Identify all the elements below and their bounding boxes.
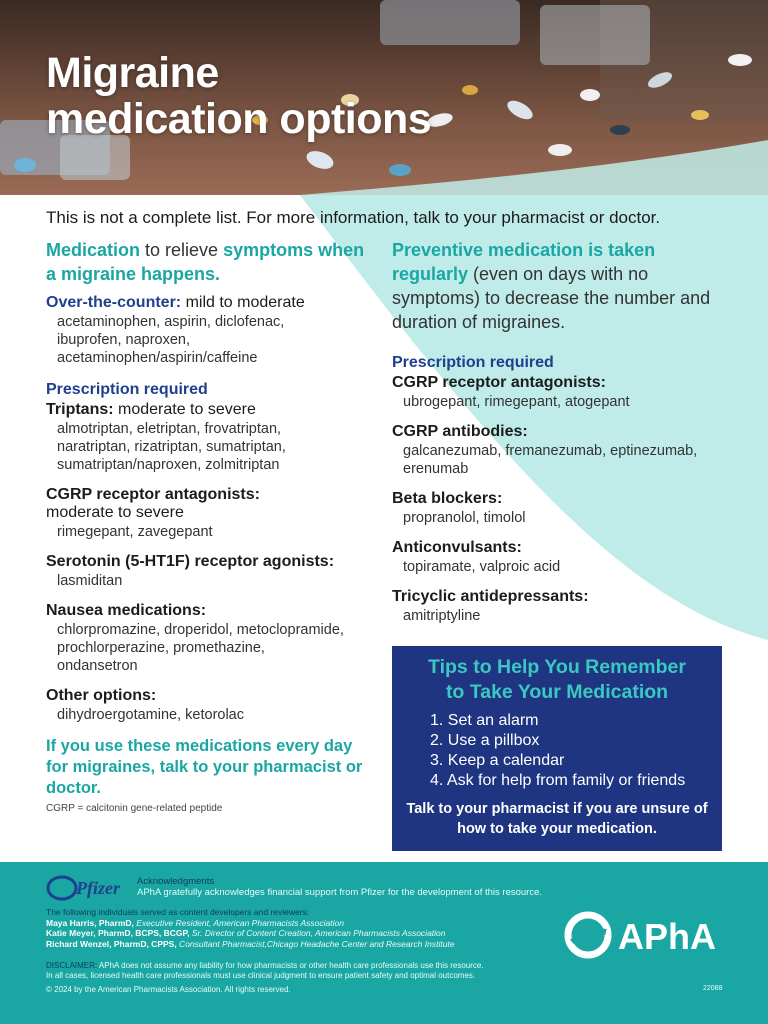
preventive-cgrp-antagonists-drug-list: ubrogepant, rimegepant, atogepant	[403, 394, 630, 410]
serotonin-heading: Serotonin (5-HT1F) receptor agonists:	[46, 553, 335, 570]
acute-lead: Medication to relieve symptoms when a migraine happens.	[46, 240, 365, 284]
apha-logo	[562, 908, 732, 962]
tips-box	[392, 646, 722, 851]
otc-drug-list: acetaminophen, aspirin, diclofenac, ibuprofen, naproxen, acetaminophen/aspirin/caffeine	[57, 314, 285, 366]
beta-blockers-drug-list: propranolol, timolol	[403, 510, 526, 526]
tip-item: 4. Ask for help from family or friends	[430, 772, 686, 789]
daily-use-warning: If you use these medications every day for migraines, talk to your pharmacist or doctor.	[46, 737, 363, 797]
cgrp-footnote: CGRP = calcitonin gene-related peptide	[46, 803, 223, 814]
otc-heading: Over-the-counter: mild to moderate	[46, 294, 305, 311]
acute-rx-heading: Prescription required	[46, 381, 208, 398]
tips-pharmacist-note: Talk to your pharmacist if you are unsure of how to take your medication.	[406, 801, 708, 837]
acute-medication-column	[46, 238, 376, 814]
cgrp-antagonists-drug-list: rimegepant, zavegepant	[57, 524, 213, 540]
tricyclic-drug-list: amitriptyline	[403, 608, 481, 624]
tips-title: Tips to Help You Remember to Take Your Medication	[428, 656, 686, 703]
anticonvulsants-heading: Anticonvulsants:	[392, 539, 522, 556]
nausea-drug-list: chlorpromazine, droperidol, metoclopramide, prochlorperazine, promethazine, ondansetron	[57, 622, 344, 674]
tricyclic-heading: Tricyclic antidepressants:	[392, 588, 589, 605]
tip-item: 3. Keep a calendar	[430, 752, 565, 769]
preventive-medication-column	[392, 238, 732, 637]
page-title: Migraine medication options	[46, 49, 432, 143]
acknowledgments: Acknowledgments APhA gratefully acknowledges financial support from Pfizer for the development of this resource.	[137, 876, 543, 898]
contributors: The following individuals served as content developers and reviewers: Maya Harris, PharmD, Executive Resident, American Pharmacists Association Katie Meyer, PharmD, BCPS, BCGP, Sr. Director of Content Creation, American Pharmacists Association Richard Wenzel, PharmD, CPPS, Consultant Pharmacist,Chicago Headache Center and Research Institute	[46, 907, 455, 949]
nausea-heading: Nausea medications:	[46, 602, 207, 619]
intro-text: This is not a complete list. For more information, talk to your pharmacist or doctor.	[46, 208, 661, 227]
triptans-drug-list: almotriptan, eletriptan, frovatriptan, naratriptan, rizatriptan, sumatriptan, sumatriptan/naproxen, zolmitriptan	[57, 421, 286, 473]
document-code: 22088	[703, 985, 723, 992]
pfizer-logo	[46, 870, 136, 902]
cgrp-antibodies-heading: CGRP antibodies:	[392, 423, 528, 440]
footer	[0, 862, 768, 1024]
tip-item: 1. Set an alarm	[430, 712, 539, 729]
preventive-rx-heading: Prescription required	[392, 354, 554, 371]
tips-list	[406, 711, 708, 791]
other-options-heading: Other options:	[46, 687, 157, 704]
cgrp-antagonists-heading: CGRP receptor antagonists:	[46, 486, 260, 503]
cgrp-antibodies-drug-list: galcanezumab, fremanezumab, eptinezumab, erenumab	[403, 443, 698, 477]
cgrp-antagonists-level: moderate to severe	[46, 504, 184, 521]
triptans-heading: Triptans: moderate to severe	[46, 401, 256, 418]
svg-text:Pfizer: Pfizer	[76, 878, 120, 898]
svg-text:APhA: APhA	[618, 916, 716, 957]
beta-blockers-heading: Beta blockers:	[392, 490, 503, 507]
anticonvulsants-drug-list: topiramate, valproic acid	[403, 559, 561, 575]
other-options-drug-list: dihydroergotamine, ketorolac	[57, 707, 244, 723]
preventive-cgrp-antagonists-heading: CGRP receptor antagonists:	[392, 374, 606, 391]
preventive-lead: Preventive medication is taken regularly (even on days with no symptoms) to decrease the number and duration of migraines.	[392, 240, 711, 332]
tip-item: 2. Use a pillbox	[430, 732, 540, 749]
serotonin-drug-list: lasmiditan	[57, 573, 123, 589]
disclaimer: DISCLAIMER: APhA does not assume any liability for how pharmacists or other health care professionals use this resource. In all cases, licensed health care professionals must use clinical judgment to ensure patient safety and optimal outcomes.	[46, 961, 484, 980]
copyright: © 2024 by the American Pharmacists Association. All rights reserved.	[46, 985, 291, 994]
